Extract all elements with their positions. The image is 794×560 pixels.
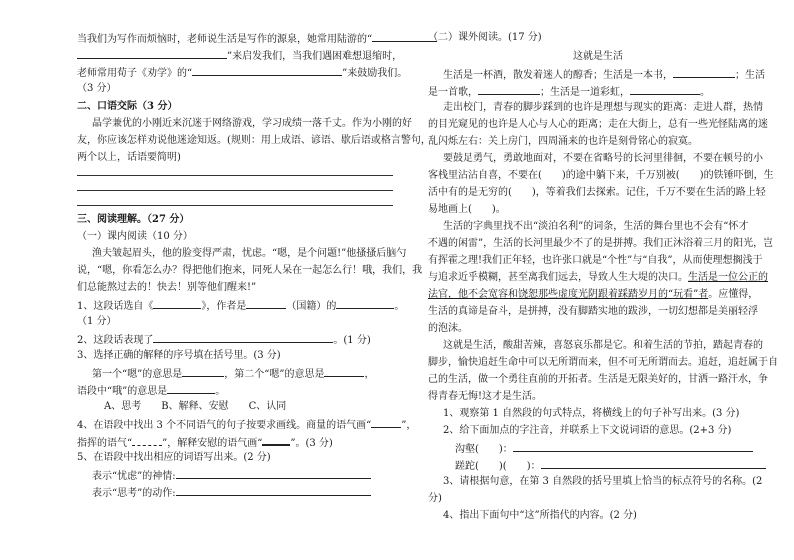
- passage-para-4: 生活的字典里找不出“淡泊名利”的词条，生活的舞台里也不会有“怀才: [443, 221, 749, 232]
- subsection-2-title: （二）课外阅读。(17 分): [428, 32, 542, 43]
- question-4-line: 指挥的语气“ ”，解释安慰的语气画“ ”。(3 分): [77, 434, 333, 451]
- question-5-line: 表示“忧虑”的神情:: [92, 468, 371, 484]
- intro-line-2: ”来启发我们，当我们遇困难想退缩时，: [77, 48, 402, 64]
- blank-worry[interactable]: [176, 468, 371, 479]
- blank-rainbow-line[interactable]: [630, 84, 700, 95]
- blank-book-line[interactable]: [673, 67, 735, 78]
- subsection-1-title: （一）课内阅读（10 分）: [77, 231, 193, 242]
- question-r4: 4、指出下面句中“这”所指代的内容。(2 分): [443, 510, 637, 521]
- passage-para-1: 生活是一杯酒，散发着迷人的醇香；生活是一本书， ；生活: [443, 67, 765, 83]
- intro-line-3: 老师常用荀子《劝学》的“ ”来鼓励我们。: [77, 65, 407, 81]
- blank-book[interactable]: [153, 298, 201, 309]
- question-2: 2、这段话表现了 。(1 分): [77, 332, 371, 348]
- question-r3: 3、请根据句意，在第 3 自然段的括号里填上恰当的标点符号的名称。(2: [443, 476, 763, 487]
- question-r2-item: 蹉跎( )( )：: [455, 458, 766, 474]
- section-2-text: 友，你应该怎样劝说他迷途知返。(规则：用上成语、谚语、歇后语或格言警句，: [77, 135, 431, 146]
- blank-cuotuo[interactable]: [541, 458, 766, 469]
- question-5-line: 表示“思考”的动作:: [92, 485, 371, 501]
- blank-theme[interactable]: [153, 332, 333, 343]
- section-3-title: 三、阅读理解。（27 分）: [77, 214, 190, 225]
- question-5: 5、在语段中找出相应的词语写出来。(2 分): [77, 452, 271, 463]
- question-3: 3、选择正确的解释的序号填在括号里。(3 分): [77, 350, 281, 361]
- passage-para-4: 生活的真谛是奋斗，是拼搏，没有脚踏实地的跋涉，一切幻想都是美丽轻浮: [428, 306, 758, 317]
- passage-para-5: 得青春无悔!这才是生活。: [428, 391, 543, 402]
- passage-para-5: 己的生活，做一个勇往直前的开拓者。生活是无限美好的，甘洒一路汗水，争: [428, 374, 768, 385]
- passage-para-4: 与追求近乎模糊，甚至离我们远去，导致人生大堤的决口。生活是一位公正的: [428, 272, 768, 283]
- question-1-score: （1 分）: [77, 316, 117, 327]
- passage-title: 这就是生活: [573, 51, 623, 62]
- question-4: 4、在语段中找出 3 个不同语气的句子按要求画线。商量的语气画“ ”，: [77, 417, 416, 433]
- question-1: 1、这段话选自《 》，作者是 （国籍）的 。: [77, 298, 404, 314]
- question-r2-item: 沟壑( )：: [455, 441, 753, 457]
- line-style-1[interactable]: [371, 417, 401, 428]
- reading-text: 说，“嗯，你看怎么办？得把他们抱来，同死人呆在一起怎么行！哦，我们，我: [77, 265, 423, 276]
- blank-hm-2[interactable]: [324, 366, 364, 377]
- section-2-title: 二、口语交际（3 分）: [77, 101, 178, 112]
- question-3-line: 语段中“哦”的意思是 。: [77, 383, 225, 399]
- blank-poem-2[interactable]: [77, 48, 227, 59]
- passage-para-3: 易地画上( )。: [428, 204, 506, 215]
- passage-para-4: 不遇的闲雷”，生活的长河里最少不了的是拼搏。我们正沐浴着三月的阳光，岂: [428, 238, 774, 249]
- passage-para-5: 这就是生活，酸甜苦辣，喜怒哀乐都是它。和着生活的节拍，踏起青春的: [443, 340, 763, 351]
- passage-para-4: 的泡沫。: [428, 323, 468, 334]
- passage-para-2: 走出校门，青春的脚步踩到的也许是理想与现实的距离：走进人群，热情: [443, 102, 763, 113]
- answer-line[interactable]: [77, 175, 393, 176]
- question-3-options: A、思考 B、解释、安慰 C、认同: [104, 401, 287, 412]
- line-style-2[interactable]: [132, 435, 162, 446]
- section-2-text: 两个以上，话语要简明): [77, 152, 181, 163]
- passage-para-3: 要鼓足勇气，勇敢地面对，不要在省略号的长河里徘徊，不要在顿号的小: [443, 153, 763, 164]
- question-r3-score: 分): [428, 493, 442, 504]
- blank-hm-1[interactable]: [182, 366, 224, 377]
- passage-para-2: 的目光窥见的也许是人心与人心的距离；走在大街上，总有一些光怪陆离的迷: [428, 119, 768, 130]
- question-r2: 2、给下面加点的字注音，并联系上下文说词语的意思。(2+3 分): [443, 425, 732, 436]
- passage-para-4: 法官，他不会宽容和饶恕那些虚度光阴跟着踩踏岁月的“玩看”者。应懂得，: [428, 289, 759, 300]
- blank-author[interactable]: [336, 298, 394, 309]
- blank-oh[interactable]: [167, 383, 215, 394]
- passage-para-3: 活中有的是无穷的( )，等着我们去探索。记住，千万不要在生活的路上轻: [428, 187, 766, 198]
- passage-para-3: 客栈里沾沾自喜，不要在( )的途中躺下来，千万别被( )的铁锤吓倒，生: [428, 170, 774, 181]
- passage-para-5: 脚步，愉快追赶生命中可以无所谓而来，但不可无所谓而去。追赶，追赶属于自: [428, 357, 778, 368]
- blank-quote[interactable]: [192, 65, 342, 76]
- score-note: （3 分）: [77, 83, 117, 94]
- underlined-sentence: 生活是一位公正的: [688, 272, 768, 283]
- question-3-line: 第一个“嗯”的意思是 ，第二个“嗯”的意思是 ，: [92, 366, 374, 382]
- question-r1: 1、观察第 1 自然段的句式特点，将横线上的句子补写出来。(3 分): [443, 408, 740, 419]
- blank-gully[interactable]: [513, 441, 753, 452]
- passage-para-2: 乱闪烁左右：关上房门，四周涌来的也许是刻骨铭心的寂寞。: [428, 136, 698, 147]
- blank-nationality[interactable]: [246, 298, 286, 309]
- intro-line-1: 当我们为写作而烦恼时，老师说生活是写作的源泉，她常用陆游的“: [77, 31, 437, 47]
- reading-text: 们总能熬过去的！快去！别等他们醒来!”: [77, 282, 257, 293]
- blank-think[interactable]: [176, 485, 371, 496]
- blank-song-line[interactable]: [478, 84, 540, 95]
- line-style-3[interactable]: [262, 434, 290, 446]
- reading-text: 渔夫皱起眉头，他的脸变得严肃，忧虑。“嗯，是个问题!”他搔搔后脑勺: [92, 248, 407, 259]
- answer-line[interactable]: [77, 205, 393, 206]
- answer-line[interactable]: [77, 190, 393, 191]
- section-2-text: 晶学兼优的小刚近来沉迷于网络游戏，学习成绩一落千丈。作为小刚的好: [92, 118, 412, 129]
- underlined-sentence: 法官，他不会宽容和饶恕那些虚度光阴跟着踩踏岁月的“玩看”者: [428, 289, 709, 300]
- passage-para-1: 是一首歌， ；生活是一道彩虹， 。: [428, 84, 710, 100]
- passage-para-4: 有挥霍之理!我们正年轻，也许张口就是“个性”与“自我”，从而使理想搁浅于: [428, 255, 763, 266]
